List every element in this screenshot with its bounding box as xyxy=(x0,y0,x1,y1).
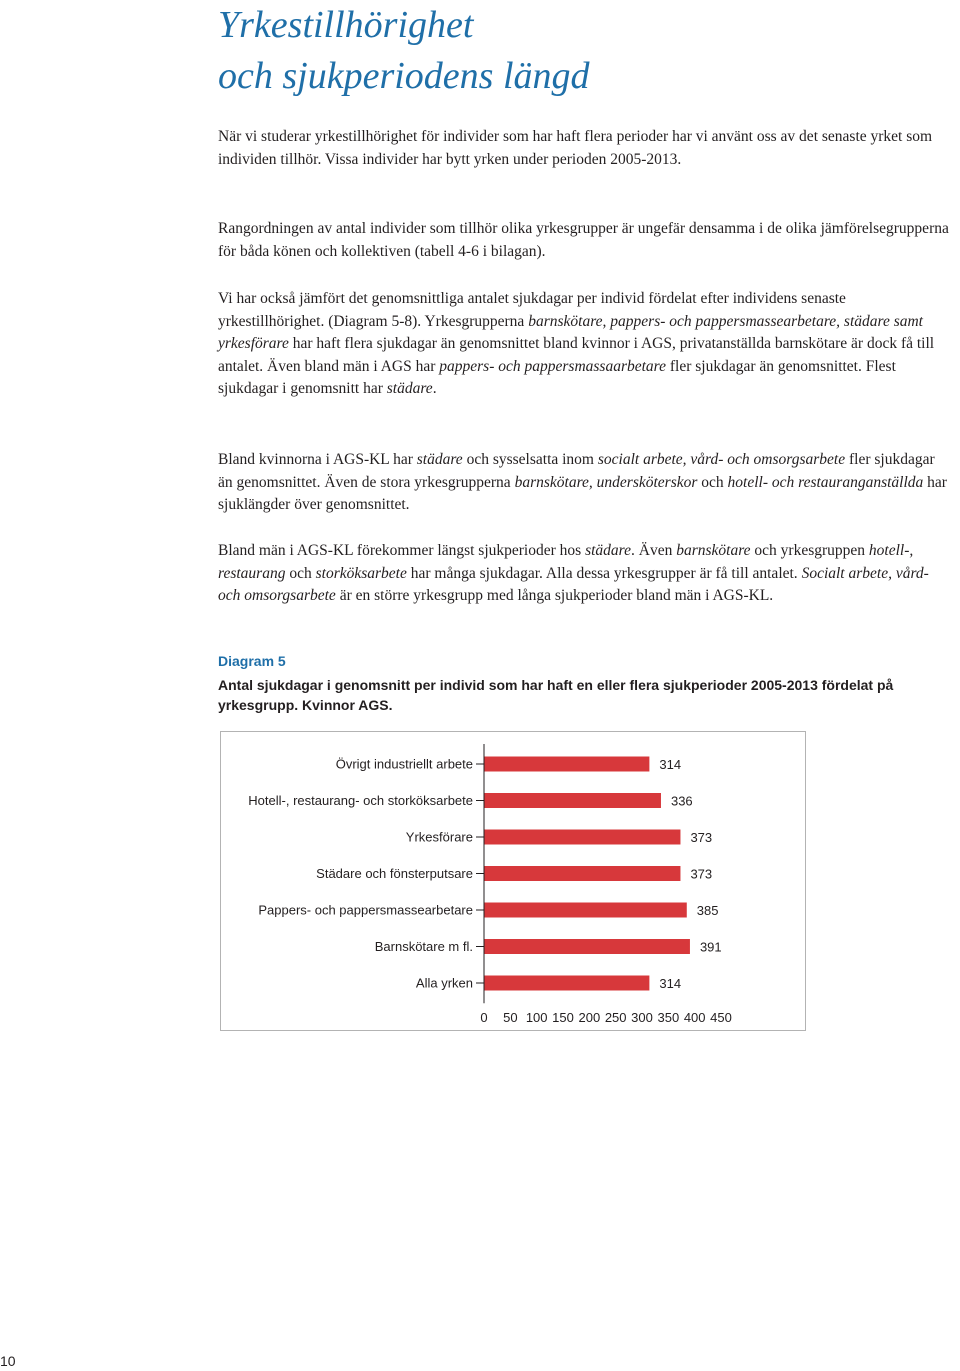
text-run: och xyxy=(697,473,728,491)
text-run: fler sjukdagar än genomsnittet. Flest sjukdagar i genomsnitt har xyxy=(218,357,896,397)
italic-text-run: pappers- och pappersmassaarbetare xyxy=(439,357,667,375)
bar xyxy=(484,939,690,954)
text-run: har haft flera sjukdagar än genomsnittet bland kvinnor i AGS, privatanställda barnskötare är dock få till antalet. Även bland män i AGS har xyxy=(218,335,935,375)
x-tick-label: 300 xyxy=(631,1010,653,1025)
italic-text-run: hotell- och restauranganställda xyxy=(727,473,924,491)
text-run: och sysselsatta inom xyxy=(462,451,598,468)
text-run: Bland kvinnorna i AGS-KL har xyxy=(218,451,417,468)
x-tick-label: 0 xyxy=(480,1010,488,1025)
bar xyxy=(484,976,649,991)
italic-text-run: storköksarbete xyxy=(315,564,407,582)
x-tick-label: 450 xyxy=(710,1010,732,1025)
text-run: Rangordningen av antal individer som tillhör olika yrkesgrupper är ungefär densamma i de olika jämförelsegrupperna för båda könen och kollektiven (tabell 4-6 i bilagan). xyxy=(218,220,949,260)
bar xyxy=(484,866,680,881)
diagram-title: Antal sjukdagar i genomsnitt per individ som har haft en eller flera sjukperioder 2005-2013 fördelat på yrkesgrupp. Kvinnor AGS. xyxy=(218,677,894,713)
paragraph xyxy=(218,288,950,401)
category-label: Alla yrken xyxy=(415,975,473,991)
italic-text-run: hotell-, restaurang xyxy=(218,542,914,582)
page-title-line-1: Yrkestillhörighet xyxy=(218,4,474,46)
paragraph xyxy=(218,126,950,171)
italic-text-run: städare xyxy=(585,542,631,559)
page-title xyxy=(218,0,590,102)
x-tick-label: 100 xyxy=(525,1010,548,1025)
text-run: och yrkesgruppen xyxy=(750,542,869,559)
category-label: Övrigt industriellt arbete xyxy=(335,756,473,772)
italic-text-run: socialt arbete, vård- och omsorgsarbete xyxy=(597,451,846,468)
italic-text-run: städare xyxy=(416,451,463,468)
bar xyxy=(484,830,680,845)
paragraph xyxy=(218,218,950,263)
text-run: Bland män i AGS-KL förekommer längst sjukperioder hos xyxy=(218,542,586,559)
text-run: När vi studerar yrkestillhörighet för individer som har haft flera perioder har vi använt oss av det senaste yrket som individen tillhör. Vissa individer har bytt yrken under perioden 2005-2013. xyxy=(218,128,933,168)
diagram-label: Diagram 5 xyxy=(218,653,286,669)
data-label: 385 xyxy=(696,903,719,918)
x-tick-label: 200 xyxy=(578,1010,601,1025)
paragraph xyxy=(218,540,950,608)
text-run: fler sjukdagar än genomsnittet. Även de stora yrkesgrupperna xyxy=(218,451,935,491)
category-label: Hotell-, restaurang- och storköksarbete xyxy=(248,793,473,808)
page-title-line-2: och sjukperiodens längd xyxy=(218,55,590,97)
text-run: Vi har också jämfört det genomsnittliga antalet sjukdagar per individ fördelat efter individens senaste yrkestillhörighet. (Diagram 5-8). Yrkesgrupperna xyxy=(218,290,846,330)
x-tick-label: 50 xyxy=(503,1010,518,1025)
data-label: 373 xyxy=(690,866,713,882)
data-label: 314 xyxy=(659,757,682,772)
italic-text-run: barnskötare, pappers- och pappersmassearbetare, städare samt yrkesförare xyxy=(218,312,923,352)
bar xyxy=(484,793,661,808)
category-label: Städare och fönsterputsare xyxy=(316,866,473,881)
bar xyxy=(484,757,649,772)
chart-frame xyxy=(220,731,806,1031)
x-tick-label: 350 xyxy=(657,1010,680,1025)
bar-chart xyxy=(221,732,807,1032)
page-number: 10 xyxy=(0,1353,16,1369)
data-label: 336 xyxy=(670,793,693,809)
text-run: . Även xyxy=(631,542,677,559)
paragraph xyxy=(218,449,950,517)
text-run: är en större yrkesgrupp med långa sjukperioder bland män i AGS-KL. xyxy=(335,587,774,604)
text-run: och xyxy=(285,564,316,582)
data-label: 314 xyxy=(659,976,682,991)
x-tick-label: 400 xyxy=(683,1010,706,1025)
italic-text-run: Socialt arbete, vård- och omsorgsarbete xyxy=(218,564,929,604)
text-run: . xyxy=(432,380,437,397)
data-label: 391 xyxy=(699,939,722,955)
bar xyxy=(484,903,687,918)
x-tick-label: 150 xyxy=(552,1010,574,1025)
category-label: Pappers- och pappersmassearbetare xyxy=(258,902,473,918)
x-tick-label: 250 xyxy=(604,1010,627,1025)
category-label: Yrkesförare xyxy=(405,829,473,845)
category-label: Barnskötare m fl. xyxy=(374,939,473,954)
text-run: har många sjukdagar. Alla dessa yrkesgrupper är få till antalet. xyxy=(406,564,802,582)
data-label: 373 xyxy=(690,830,713,845)
italic-text-run: städare xyxy=(386,380,433,397)
italic-text-run: barnskötare xyxy=(676,542,751,559)
italic-text-run: barnskötare, undersköterskor xyxy=(514,473,698,491)
text-run: har sjuklängder över genomsnittet. xyxy=(218,473,947,513)
